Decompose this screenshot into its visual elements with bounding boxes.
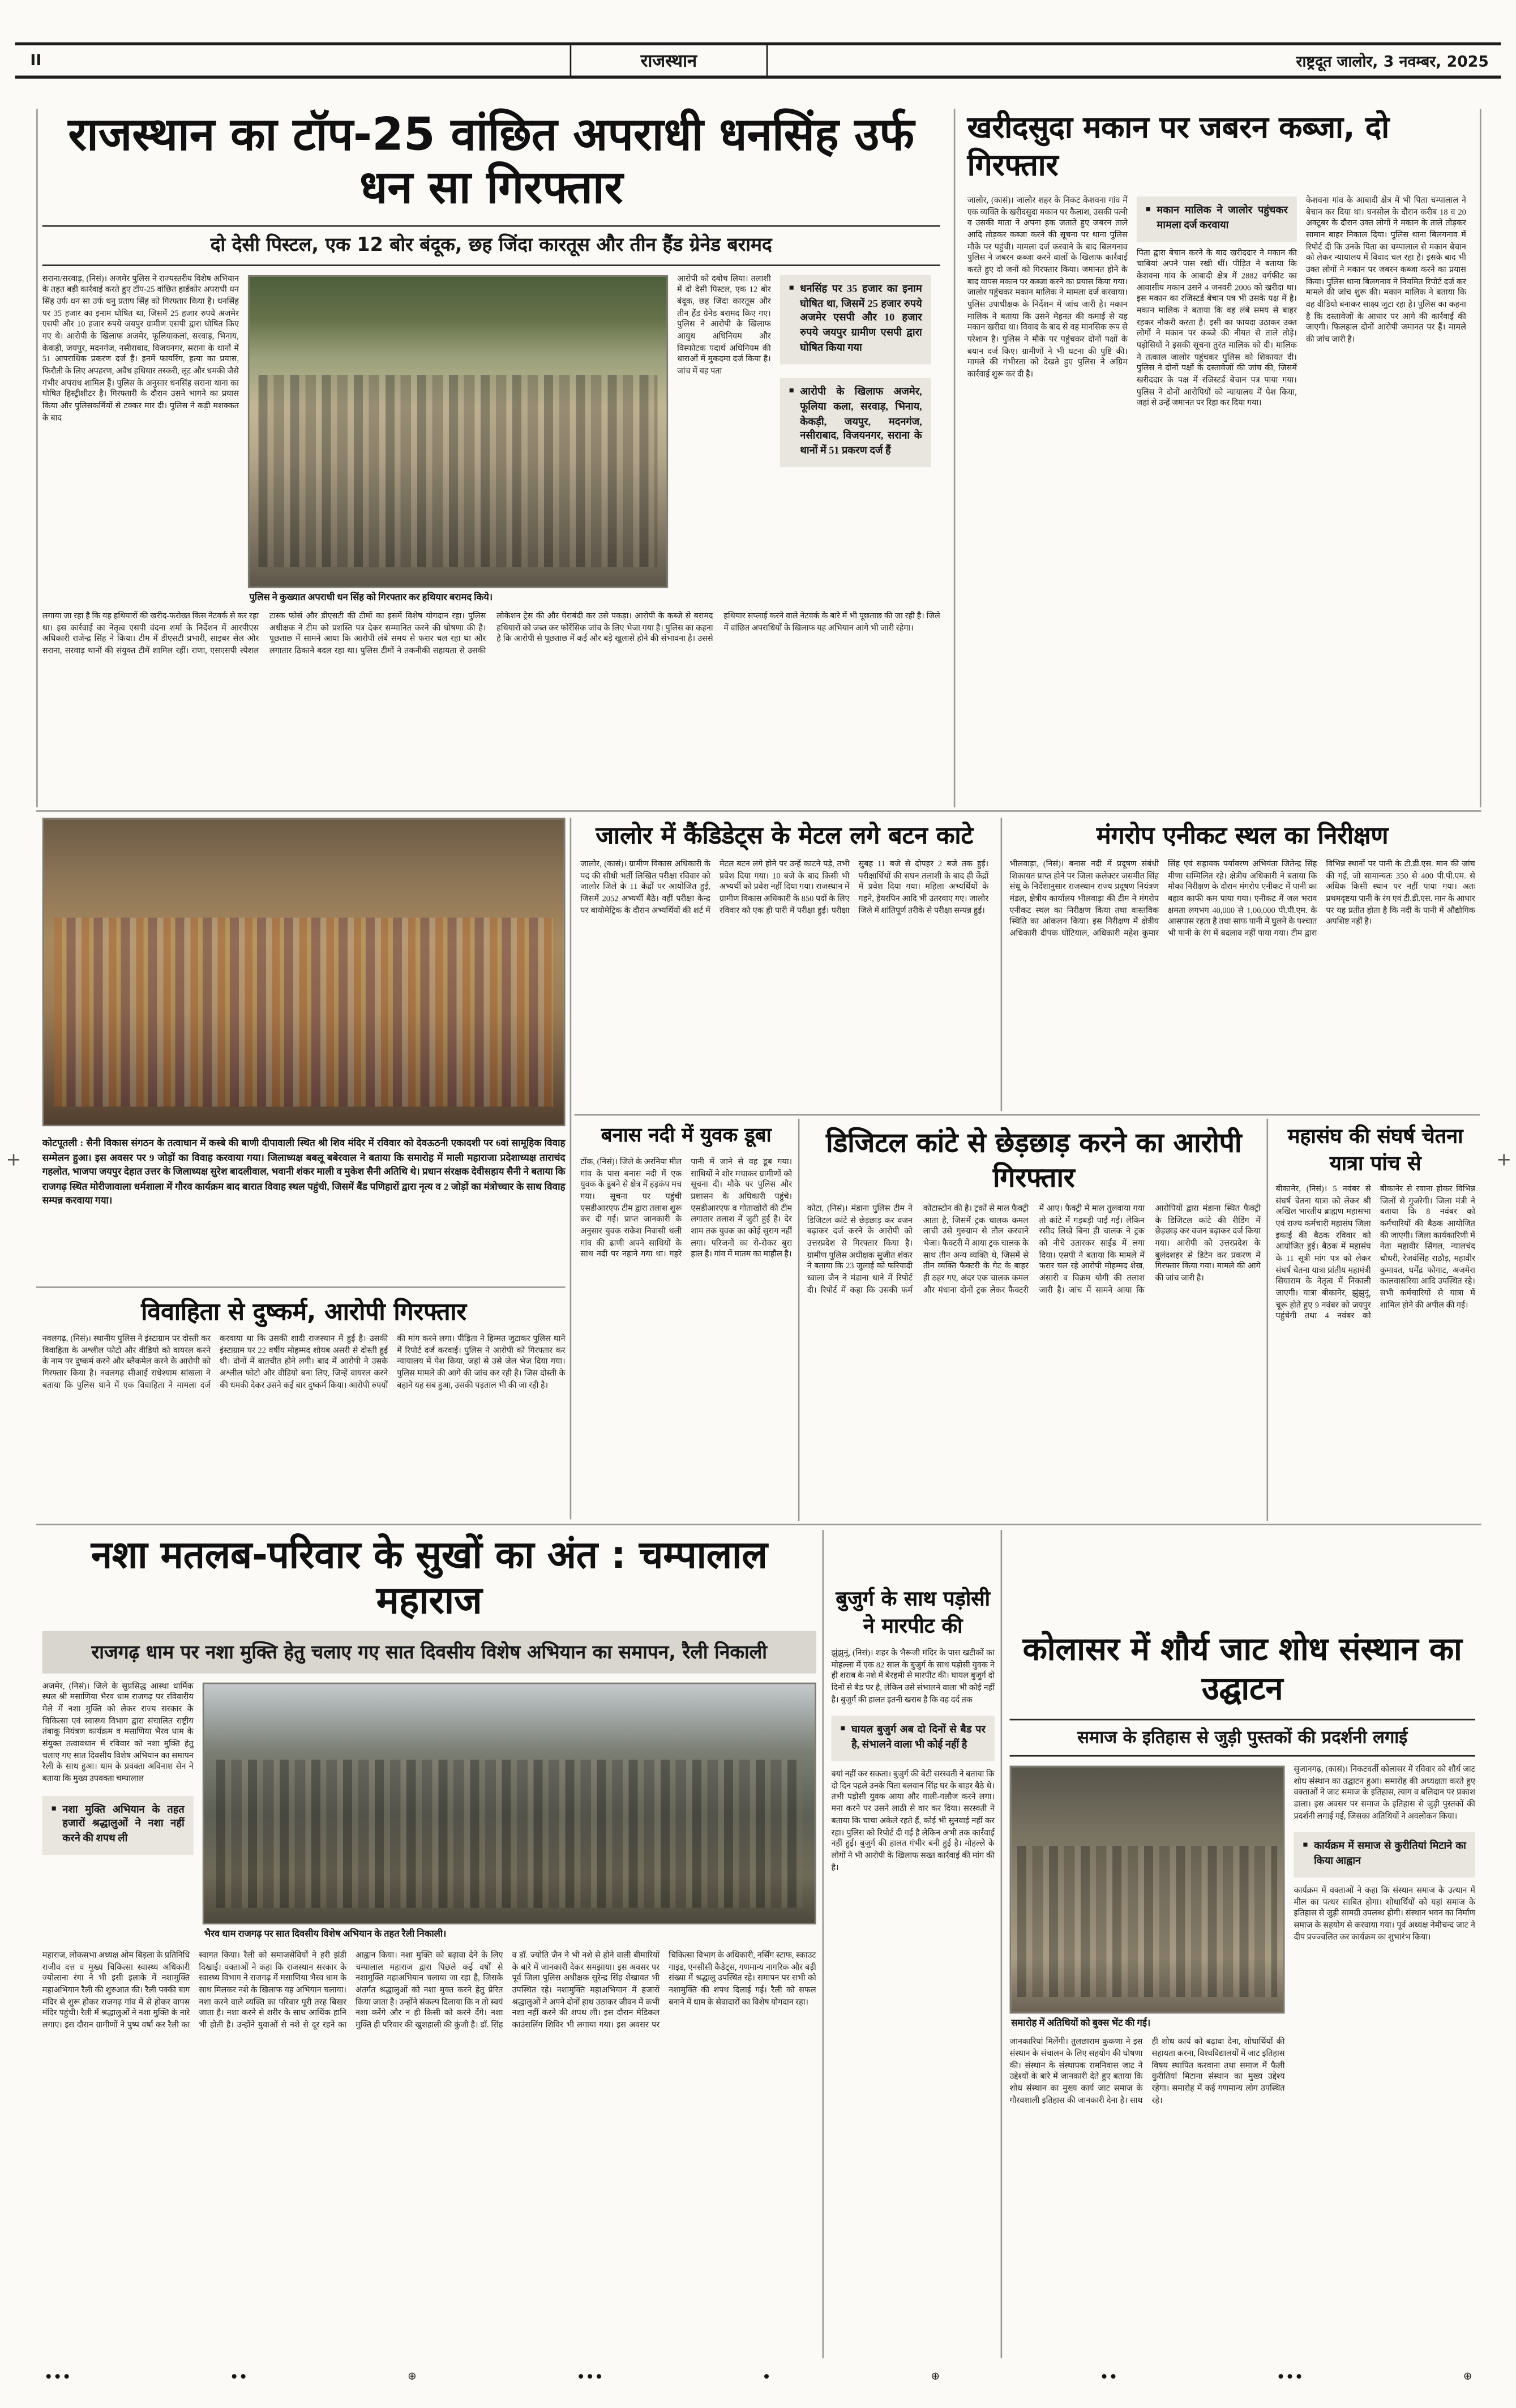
divider: [570, 818, 572, 1519]
body-column: कार्यक्रम में वक्ताओं ने कहा कि संस्थान समाज के उत्थान में मील का पत्थर साबित होगा। शोधार्थियों को यहां समाज के इतिहास से जुड़ी सामग्री उपलब्ध होगी। संस्थान भवन का निर्माण समाज के सहयोग से करवाया गया। पूर्व अध्यक्ष नेमीचन्द जाट ने दीप प्रज्ज्वलित कर कार्यक्रम का शुभारंभ किया।: [1294, 1887, 1475, 1943]
box-text: मकान मालिक ने जालोर पहुंचकर मामला दर्ज करवाया: [1157, 206, 1288, 232]
article-kolasar-institute: [1010, 1629, 1475, 2311]
subheadline: राजगढ़ धाम पर नशा मुक्ति हेतु चलाए गए सात दिवसीय विशेष अभियान का समापन, रैली निकाली: [42, 1631, 816, 1673]
box-text: धनसिंह पर 35 हजार का इनाम घोषित था, जिसमें 25 हजार रुपये अजमेर एसपी और 10 हजार रुपये जयपुर ग्रामीण एसपी द्वारा घोषित किया गया: [800, 284, 922, 354]
article-top25-criminal: [42, 109, 940, 739]
press-mark: ● ●: [1100, 2370, 1117, 2383]
divider: [954, 109, 956, 807]
article-elderly-beaten: [832, 1588, 995, 1875]
box-text: नशा मुक्ति अभियान के तहत हजारों श्रद्धालुओं ने नशा नहीं करने की शपथ ली: [62, 1804, 185, 1845]
wedding-photo: [42, 818, 566, 1126]
lead-column: [42, 1682, 194, 1855]
headline: जालोर में कैंडिडेट्स के मेटल लगे बटन काटे: [596, 820, 974, 850]
rally-photo-figure: [203, 1682, 816, 1941]
press-mark: ● ● ●: [45, 2370, 70, 2383]
box-text: आरोपी के खिलाफ अजमेर, फूलिया कला, सरवाड़, भिनाय, केकड़ी, जयपुर, मदनगंज, नसीराबाद, विजयनगर, सराना के थानों में 51 प्रकरण दर्ज हैं: [800, 387, 922, 457]
headline: राजस्थान का टॉप-25 वांछित अपराधी धनसिंह उर्फ धन सा गिरफ्तार: [68, 109, 915, 216]
oath-info-box: [42, 1795, 194, 1855]
divider: [575, 1114, 1480, 1116]
body-column-with-box: [1137, 196, 1297, 411]
box-bullet-icon: ■: [789, 387, 794, 396]
body-column: झुंझुनूं, (निसं)। शहर के भैरूजी मंदिर के पास खटीकों का मोहल्ला में एक 82 साल के बुजुर्ग के साथ पड़ोसी युवक ने ही शराब के नशे में बेरहमी से मारपीट की। घायल बुजुर्ग दो दिनों से बैड पर है, लेकिन उसे संभालने वाला भी कोई नहीं है। बुजुर्ग की हालत इतनी खराब है कि वह दर्द तक: [831, 1649, 995, 1705]
page-number: II: [30, 52, 42, 69]
body-columns: बीकानेर, (निसं)। 5 नवंबर से संघर्ष चेतना यात्रा को लेकर श्री अखिल भारतीय ब्राह्मण महासभा एवं राज्य कर्मचारी महासंघ जिला इकाई की बैठक रविवार को आयोजित हुई। बैठक में महासंघ के 11 सूत्री मांग पत्र को लेकर संघर्ष चेतना यात्रा प्रांतीय महामंत्री सियाराम के नेतृत्व में निकाली जाएगी। यात्रा बीकानेर, झुंझुनूं, चूरू होते हुए 9 नवंबर को जयपुर पहुंचेगी तथा 4 नवंबर को बीकानेर से रवाना होकर विभिन्न जिलों से गुजरेगी। जिला मंत्री ने बताया कि 8 नवंबर को कर्मचारियों की बैठक आयोजित की जाएगी। जिला कार्यकारिणी में नेता महावीर सिंगल, न्यालचंद चौधरी, रेजवंसिंह राठौड़, महावीर कुमावत, धर्मेंद्र फोगाट, अजमेरा कालवासरिया आदि उपस्थित रहे। सभी कर्मचारियों से यात्रा में शामिल होने की अपील की गई।: [1275, 1185, 1475, 1322]
headline: बनास नदी में युवक डूबा: [601, 1124, 772, 1148]
divider: [36, 1524, 1481, 1525]
photo-figures-texture: [1017, 1846, 1278, 1998]
appeal-info-box: [1294, 1833, 1475, 1877]
headline: डिजिटल कांटे से छेड़छाड़ करने का आरोपी गिरफ्तार: [826, 1127, 1242, 1194]
box-text: घायल बुजुर्ग अब दो दिनों से बैड पर है, संभालने वाला भी कोई नहीं है: [851, 1725, 986, 1751]
box-bullet-icon: ■: [1145, 206, 1151, 215]
box-bullet-icon: ■: [840, 1725, 846, 1735]
article-youth-drowned: [580, 1124, 792, 1487]
body-column: आरोपी को दबोच लिया। तलाशी में दो देसी पिस्टल, एक 12 बोर बंदूक, छह जिंदा कारतूस और तीन हैंड ग्रेनेड बरामद किए गए। पुलिस ने आरोपी के खिलाफ आयुध अधिनियम और विस्फोटक पदार्थ अधिनियम की धाराओं में मुकदमा दर्ज किया है। जांच में यह पता: [677, 275, 771, 377]
body-columns: टोंक, (निसं)। जिले के अरनिया मील गांव के पास बनास नदी में एक युवक के डूबने से क्षेत्र में हड़कंप मच गया। सूचना पर पहुंची एसडीआरएफ टीम द्वारा तलाश शुरू कर दी गई। प्राप्त जानकारी के अनुसार युवक राकेश निवासी थली गांव की ढाणी अपने साथियों के साथ नदी पर नहाने गया था। गहरे पानी में जाने से वह डूब गया। साथियों ने शोर मचाकर ग्रामीणों को सूचना दी। मौके पर पुलिस और प्रशासन के अधिकारी पहुंचे। एसडीआरएफ व गोताखोरों की टीम लगातार तलाश में जुटी हुई है। देर शाम तक युवक का कोई सुराग नहीं लगा। परिजनों का रो-रोकर बुरा हाल है। गांव में मातम का माहौल है।: [580, 1157, 793, 1260]
photo-figures-texture: [216, 1760, 803, 1908]
headline: खरीदसुदा मकान पर जबरन कब्जा, दो गिरफ्तार: [967, 109, 1390, 183]
headline: मंगरोप एनीकट स्थल का निरीक्षण: [1097, 820, 1389, 850]
subheadline: समाज के इतिहास से जुड़ी पुस्तकों की प्रदर्शनी लगाई: [1010, 1718, 1475, 1756]
books-photo: [1010, 1766, 1285, 2014]
photo-and-body: [1010, 1766, 1285, 2311]
article-nasha-mukti: [42, 1533, 816, 2308]
body-columns: भीलवाड़ा, (निसं)। बनास नदी में प्रदूषण संबंधी शिकायत प्राप्त होने पर जिला कलेक्टर जसमीत सिंह संधू के निर्देशानुसार राजस्थान राज्य प्रदूषण नियंत्रण मंडल, क्षेत्रीय कार्यालय भीलवाड़ा की टीम ने मंगरोप एनीकट स्थल का निरीक्षण किया तथा वास्तविक स्थिति का आंकलन किया। इस निरीक्षण में क्षेत्रीय अधिकारी दीपक घोंटियाल, अधिकारी महेश कुमार सिंह एवं सहायक पर्यावरण अभियंता जितेन्द्र सिंह मीणा सम्मिलित रहे। क्षेत्रीय अधिकारी ने बताया कि मौका निरीक्षण के दौरान मंगरोप एनीकट में पानी का बहाव काफी कम पाया गया। एनीकट में जल भराव क्षमता लगभग 40,000 से 1,00,000 पी.पी.एम. के आसपास रहता है तथा साफ पानी में घुलने के पश्चात भी पानी के रंग में बदलाव नहीं पाया गया। टीम द्वारा विभिन्न स्थानों पर पानी के टी.डी.एस. मान की जांच की गई, जो सामान्यतः 350 से 400 पी.पी.एम. से अधिक किसी स्थान पर नहीं पाया गया। अतः प्रथमदृष्टया पानी के रंग एवं टी.डी.एस. मान के आधार पर यह प्रतीत होता है कि नदी के पानी में औद्योगिक अपशिष्ट नहीं है।: [1009, 860, 1475, 939]
divider: [1480, 109, 1481, 807]
divider: [36, 1286, 566, 1288]
body-columns: जानकारियां मिलेंगी। तुलछाराम कुकणा ने इस संस्थान के संचालन के लिए सहयोग की घोषणा की। संस्थान के संस्थापक रामनिवास जाट ने उद्देश्यों के बारे में जानकारी देते हुए बताया कि शोध संस्थान का मुख्य कार्य जाट समाज के गौरवशाली इतिहास की जानकारी देना है। साथ ही शोध कार्य को बढ़ावा देना, शोधार्थियों की सहायता करना, विश्वविद्यालयों में जाट इतिहास विषय स्थापित करवाना तथा समाज में फैली कुरीतियां मिटाना संस्थान का मुख्य उद्देश्य रहेगा। समारोह में कई गणमान्य लोग उपस्थित रहे।: [1009, 2038, 1285, 2106]
body-column: केशवना गांव के आबादी क्षेत्र में भी पिता चम्पालाल ने बेचान कर दिया था। घनसोल के दौरान करीब 18 व 20 अक्टूबर के दौरान उक्त लोगों ने मकान के ताले तोड़कर सामान बाहर निकाल दिया। पुलिस थाना बिलगनाव में रिपोर्ट दी कि उनके पिता का चम्पालाल से मकान बेचान को लेकर न्यायालय में विवाद चल रहा है। इसके बाद भी उक्त लोगों ने मकान पर जबरन कब्जा करने का प्रयास किया। पुलिस थाना बिलगनाव ने नियमित रिपोर्ट दर्ज कर मामले की जांच शुरू की। मकान मालिक ने बताया कि वह वीडियो बनाकर साक्ष्य जुटा रहा है। पुलिस का कहना है कि दस्तावेजों के आधार पर आगे की कार्रवाई की जाएगी। फिलहाल दोनों आरोपी जमानत पर हैं। मामले की जांच जारी है।: [1305, 196, 1466, 345]
crop-mark-right: +: [1496, 1149, 1512, 1170]
divider: [822, 1530, 824, 2358]
press-mark: ●: [763, 2370, 770, 2383]
rally-photo: [203, 1682, 816, 1923]
crop-mark-left: +: [6, 1149, 22, 1170]
cases-info-box: [780, 378, 931, 467]
side-column: [1294, 1766, 1475, 1945]
divider: [36, 810, 1481, 812]
section-title: राजस्थान: [569, 45, 768, 76]
owner-report-box: [1137, 196, 1297, 241]
body-columns: जालोर, (कासं)। ग्रामीण विकास अधिकारी के पद की सीधी भर्ती लिखित परीक्षा रविवार को जालोर जिले के 11 केंद्रों पर आयोजित हुई, जिसमें 2052 अभ्यर्थी बैठे। वहीं परीक्षा केन्द्र पर बायोमेट्रिक के दौरान अभ्यर्थियों की शर्ट में मेटल बटन लगे होने पर उन्हें काटने पड़े, तभी प्रवेश दिया गया। 10 बजे के बाद किसी भी अभ्यर्थी को प्रवेश नहीं दिया गया। राजस्थान में ग्रामीण विकास अधिकारी के 850 पदों के लिए रविवार को एक ही पारी में परीक्षा हुई। परीक्षा सुबह 11 बजे से दोपहर 2 बजे तक हुई। परीक्षार्थियों की सघन तलाशी के बाद ही केंद्रों में प्रवेश दिया गया। महिला अभ्यर्थियों के गहने, हेयरपिन आदि भी उतरवाए गए। जालोर जिले में शांतिपूर्ण तरीके से परीक्षा सम्पन्न हुई।: [580, 860, 989, 916]
body-column: बयां नहीं कर सकता। बुजुर्ग की बेटी सरस्वती ने बताया कि दो दिन पहले उनके पिता बलवान सिंह घर के बाहर बैठे थे। तभी पड़ोसी युवक आया और गाली-गलौज करने लगा। मना करने पर उसने लाठी से वार कर दिया। सरस्वती ने बताया कि चाचा अकेले रहते हैं, कोई भी सुनवाई नहीं कर रहा। पुलिस को रिपोर्ट दी गई है लेकिन अभी तक कार्रवाई नहीं हुई। बुजुर्ग की हालत गंभीर बनी हुई है। मोहल्ले के लोगों ने भी आरोपी के खिलाफ सख्त कार्रवाई की मांग की है।: [831, 1770, 995, 1872]
press-mark: ● ● ●: [1277, 2370, 1303, 2383]
injured-elder-box: [832, 1717, 995, 1761]
highlight-box-column: [780, 275, 931, 467]
photo-figures-texture: [258, 375, 658, 567]
registration-mark-icon: ⊕: [408, 2370, 417, 2383]
subheadline: दो देसी पिस्टल, एक 12 बोर बंदूक, छह जिंदा कारतूस और तीन हैंड ग्रेनेड बरामद: [42, 225, 940, 266]
body-column: पिता द्वारा बेचान करने के बाद खरीददार ने मकान की चाबियां अपने पास रखी थीं। पीड़ित ने बताया कि केशवना गांव के आबादी क्षेत्र में 2882 वर्गफीट का आवासीय मकान उसने 4 जनवरी 2006 को खरीदा था। इस मकान का रजिस्टर्ड बेचान पत्र भी उसके पक्ष में है। मकान मालिक ने बताया कि वह लंबे समय से बाहर रहकर नौकरी करता है। इसी का फायदा उठाकर उक्त लोगों ने मकान पर कब्जे की नीयत से ताले तोड़े। पड़ोसियों ने इसकी सूचना तुरंत मालिक को दी। मालिक ने तत्काल जालोर पहुंचकर पुलिस को शिकायत दी। पुलिस ने दोनों पक्षों के दस्तावेजों की जांच की, जिसमें खरीददार के पक्ष में रजिस्टर्ड बेचान पत्र पाया गया। पुलिस ने दोनों आरोपियों को न्यायालय में पेश किया, जहां से उन्हें जमानत पर रिहा कर दिया गया।: [1136, 249, 1297, 409]
article-anicut-inspection: [1010, 821, 1475, 1099]
press-mark: ● ● ●: [577, 2370, 602, 2383]
headline: कोलासर में शौर्य जाट शोध संस्थान का उद्घाटन: [1022, 1631, 1462, 1708]
body-column: सुजानगढ़, (कासं)। निकटवर्ती कोलासर में रविवार को शौर्य जाट शोध संस्थान का उद्घाटन हुआ। समारोह की अध्यक्षता करते हुए वक्ताओं ने जाट समाज के इतिहास, त्याग व बलिदान पर प्रकाश डाला। इस अवसर पर समाज के इतिहास से जुड़ी पुस्तकों की प्रदर्शनी लगाई गई, जिसका अतिथियों ने अवलोकन किया।: [1294, 1765, 1475, 1821]
divider: [1266, 1119, 1268, 1521]
reward-info-box: [780, 275, 931, 364]
body-columns: कोटा, (निसं)। मंडाना पुलिस टीम ने डिजिटल कांटे से छेड़छाड़ कर वजन बढ़ाकर दर्ज करने के आरोपी को उत्तरप्रदेश से गिरफ्तार किया है। ग्रामीण पुलिस अधीक्षक सुजीत शंकर ने बताया कि 23 जुलाई को फरियादी ध्वाला जैन ने मंडाना थाने में रिपोर्ट दी। रिपोर्ट में कहा कि उसकी फर्म कोटास्टोन की है। ट्रकों से माल फैक्ट्री आता है, जिसमें ट्रक चालक कमल लाची उसे गुरुग्राम से तौल करवाने भेजा। फैक्टरी में आया ट्रक चालक के साथ तीन अन्य व्यक्ति थे, जिसमें से तीन व्यक्ति फैक्टरी के गेट के बाहर ही ठहर गए, अंदर एक चालक कमल और मंधाना दोनों ट्रक लेकर फैक्टरी में आए। फैक्ट्री में माल तुलवाया गया तो कांटे में गड़बड़ी पाई गई। लेकिन रसीद लिखे बिना ही चालक ने ट्रक को नीचे उतारकर साईड में लगा दिया। एसपी ने बताया कि मामले में फरार चल रहे आरोपी मोहम्मद शेख, अंसारी व विक्रम योगी की तलाश जारी है। जांच में सामने आया कि आरोपियों द्वारा मंडाना स्थित फैक्ट्री के डिजिटल कांटे की रीडिंग में छेड़छाड़ कर वजन बढ़ाकर दर्ज किया गया। आरोपी को उत्तरप्रदेश के बुलंदशहर से डिटेन कर प्रकरण में गिरफ्तार किया गया। मामले की आगे की जांच जारी है।: [807, 1204, 1261, 1295]
photo-caption: समारोह में अतिथियों को बुक्स भेंट की गई।: [1011, 2018, 1151, 2029]
box-text: कार्यक्रम में समाज से कुरीतियां मिटाने का किया आह्वान: [1314, 1842, 1466, 1868]
article-digital-scale: [807, 1128, 1261, 1504]
box-bullet-icon: ■: [51, 1804, 57, 1814]
article-metal-buttons: [580, 821, 988, 1075]
press-marks-row: [45, 2371, 1472, 2383]
photo-caption: भैरव धाम राजगढ़ पर सात दिवसीय विशेष अभियान के तहत रैली निकाली।: [204, 1928, 447, 1939]
body-column: जालोर, (कासं)। जालोर शहर के निकट केशवना गांव में एक व्यक्ति के खरीदसुदा मकान पर कैलाश, उसकी पत्नी व उसकी माता ने अपना हक जताते हुए जबरन ताले आदि तोड़कर कब्जा करने की सूचना पर थाना पुलिस मौके पर पहुंची। मामला दर्ज करवाने के बाद बिलगनाव पुलिस ने जबरन कब्जा करने वालों के खिलाफ कार्रवाई करते हुए दो जनों को गिरफ्तार किया। जमानत होने के बाद वापस मकान पर कब्जा करने का प्रयास किया गया। जालोर पहुंचकर मकान मालिक ने मामला दर्ज करवाया। पुलिस उपाधीक्षक के निर्देशन में जांच जारी है। मकान मालिक ने बताया कि उसने मेहनत की कमाई से यह मकान खरीदा था। विवाद के बाद से वह मानसिक रूप से परेशान है। पुलिस ने मौके पर पहुंचकर दोनों पक्षों के बयान दर्ज किए। ग्रामीणों ने भी घटना की पुष्टि की। मामले की गंभीरता को देखते हुए पुलिस ने अग्रिम कार्रवाई शुरू कर दी है।: [967, 196, 1128, 380]
headline: महासंघ की संघर्ष चेतना यात्रा पांच से: [1287, 1124, 1463, 1176]
divider: [1001, 1530, 1003, 2358]
divider: [36, 109, 38, 807]
article-house-occupation: [967, 109, 1475, 411]
box-bullet-icon: ■: [789, 284, 794, 293]
article-mahasangh-yatra: [1275, 1124, 1475, 1487]
body-column: अजमेर, (निसं)। जिले के सुप्रसिद्ध आस्था धार्मिक स्थल श्री मसाणिया भैरव धाम राजगढ़ पर रविवारीय मेले में नशा मुक्ति को लेकर राज्य सरकार के चिकित्सा एवं स्वास्थ्य विभाग द्वारा संचालित राष्ट्रीय तंबाकू नियंत्रण कार्यक्रम व मसाणिया भैरव धाम के संयुक्त तत्वावधान में रविवार को नशा मुक्ति हेतु चलाए गए सात दिवसीय विशेष अभियान का समापन रैली के साथ हुआ। धाम के प्रवक्ता अविनाश सेन ने बताया कि मुख्य उपवक्ता चम्पालाल: [42, 1682, 194, 1784]
body-column: सराना/सरवाड़, (निसं)। अजमेर पुलिस ने राज्यस्तरीय विशेष अभियान के तहत बड़ी कार्रवाई करते हुए टॉप-25 वांछित हार्डकोर अपराधी धन सिंह उर्फ धन सा उर्फ धनु प्रताप सिंह को गिरफ्तार किया है। धनसिंह पर 35 हजार का इनाम घोषित था, जिसमें 25 हजार रुपये अजमेर एसपी और 10 हजार रुपये जयपुर ग्रामीण एसपी द्वारा घोषित किए गए थे। आरोपी के खिलाफ अजमेर, फूलियाकलां, सरवाड़, भिनाय, केकड़ी, जयपुर, मदनगंज, नसीराबाद, विजयनगर, सराना के थानों में 51 आपराधिक प्रकरण दर्ज हैं। इनमें फायरिंग, हत्या का प्रयास, फिरौती के लिए अपहरण, अवैध हथियार तस्करी, लूट और धमकी जैसे गंभीर अपराध शामिल हैं। पुलिस के अनुसार धनसिंह सराना थाना का घोषित हिस्ट्रीशीटर है। गिरफ्तारी के दौरान उसने भागने का प्रयास किया और पुलिसकर्मियों से टक्कर मार दी। पुलिस ने कड़ी मशक्कत के बाद: [42, 275, 239, 423]
headline: विवाहिता से दुष्कर्म, आरोपी गिरफ्तार: [141, 1297, 467, 1326]
photo-figures-texture: [54, 917, 554, 1106]
arrest-photo-figure: [248, 275, 668, 605]
edition-date: राष्ट्रदूत जालोर, 3 नवम्बर, 2025: [1296, 54, 1489, 71]
registration-mark-icon: ⊕: [931, 2370, 940, 2383]
body-continued: महाराज, लोकसभा अध्यक्ष ओम बिड़ला के प्रतिनिधि राजीव दत्त व मुख्य चिकित्सा स्वास्थ्य अधिकारी ज्योत्सना रंगा ने भी इसी इलाके में नशामुक्ति महाअभियान रैली की शुरुआत की। रैली पक्की बाग मंदिर से शुरू होकर राजगढ़ गांव में से होकर वापस मंदिर पहुंची। रैली में श्रद्धालुओं ने नशा मुक्ति के नारे लगाए। इस दौरान ग्रामीणों ने पुष्प वर्षा कर रैली का स्वागत किया। रैली को समाजसेवियों ने हरी झंडी दिखाई। वक्ताओं ने कहा कि राजस्थान सरकार के स्वास्थ्य विभाग ने राजगढ़ में मसाणिया भैरव धाम के साथ मिलकर नशे के खिलाफ यह अभियान चलाया। नशा करने वाले व्यक्ति का परिवार पूरी तरह बिखर जाता है। नशा करने से शरीर के साथ आर्थिक हानि भी होती है। उन्होंने युवाओं से नशे से दूर रहने का आह्वान किया। नशा मुक्ति को बढ़ावा देने के लिए चम्पालाल महाराज द्वारा पिछले कई वर्षों से नशामुक्ति महाअभियान चलाया जा रहा है, जिसके अंतर्गत श्रद्धालुओं को नशा मुक्त करने हेतु प्रेरित किया जाता है। उन्होंने संकल्प दिलाया कि न तो स्वयं नशा करेंगे और न ही किसी को करने देंगे। नशा मुक्ति ही परिवार की खुशहाली की कुंजी है। डॉ. सिंह व डॉ. ज्योति जैन ने भी नशे से होने वाली बीमारियों के बारे में जानकारी देकर समझाया। इस अवसर पर पूर्व जिला पुलिस अधीक्षक सुरेन्द्र सिंह शेखावत भी उपस्थित रहे। नशामुक्ति महाअभियान में हजारों श्रद्धालुओं ने अपने दोनों हाथ उठाकर जीवन में कभी नशा नहीं करने की शपथ ली। इस दौरान मेडिकल काउंसलिंग शिविर भी लगाया गया। इस अवसर पर चिकित्सा विभाग के अधिकारी, नर्सिंग स्टाफ, स्काउट गाइड, एनसीसी कैडेट्स, गणमान्य नागरिक और बड़ी संख्या में श्रद्धालु उपस्थित रहे। समापन पर सभी को नशामुक्ति की शपथ दिलाई गई। रैली को सफल बनाने में धाम के सेवादारों का विशेष योगदान रहा।: [42, 1951, 816, 2030]
headline: बुजुर्ग के साथ पड़ोसी ने मारपीट की: [836, 1587, 990, 1639]
press-mark: ● ●: [231, 2370, 247, 2383]
divider: [1001, 818, 1003, 1111]
box-bullet-icon: ■: [1303, 1842, 1308, 1851]
masthead: [15, 42, 1501, 79]
wedding-photo-figure: [42, 818, 566, 1126]
photo-caption: पुलिस ने कुख्यात अपराधी धन सिंह को गिरफ्तार कर हथियार बरामद किये।: [249, 592, 493, 603]
books-photo-figure: [1010, 1766, 1285, 2031]
divider: [798, 1119, 800, 1521]
body-continued: लगाया जा रहा है कि यह हथियारों की खरीद-फरोख्त किस नेटवर्क से कर रहा था। इस कार्रवाई का नेतृत्व एसपी वंदना शर्मा के निर्देशन में आरपीएस अधिकारी राजेन्द्र सिंह ने किया। टीम में डीएसटी प्रभारी, साइबर सेल और सराना, सरवाड़ थानों की संयुक्त टीमें शामिल रहीं। राणा, एसएसपी स्पेशल टास्क फोर्स और डीएसटी की टीमों का इसमें विशेष योगदान रहा। पुलिस अधीक्षक ने टीम को प्रशस्ति पत्र देकर सम्मानित करने की घोषणा की है। पूछताछ में सामने आया कि आरोपी लंबे समय से फरार चल रहा था और लगातार ठिकाने बदल रहा था। पुलिस टीमों ने तकनीकी सहायता से उसकी लोकेशन ट्रेस की और घेराबंदी कर उसे पकड़ा। आरोपी के कब्जे से बरामद हथियारों को जब्त कर फोरेंसिक जांच के लिए भेजा गया है। पुलिस का कहना है कि आरोपी से पूछताछ में कई और बड़े खुलासे होने की संभावना है। उससे हथियार सप्लाई करने वाले नेटवर्क के बारे में भी पूछताछ की जा रही है। जिले में वांछित अपराधियों के खिलाफ यह अभियान आगे भी जारी रहेगा।: [42, 612, 940, 656]
body-columns: नवलगढ़, (निसं)। स्थानीय पुलिस ने इंस्टाग्राम पर दोस्ती कर विवाहिता के अश्लील फोटो और वीडियो को वायरल करने के नाम पर दुष्कर्म करने और ब्लैकमेल करने के आरोपी को गिरफ्तार किया है। नवलगढ़ सीआई राधेश्याम सांखला ने बताया कि पुलिस थाने में एक विवाहिता ने मामला दर्ज करवाया था कि उसकी शादी राजस्थान में हुई है। उसकी इंस्टाग्राम पर 22 वर्षीय मोहम्मद शोयब असरी से दोस्ती हुई थी। दोनों में बातचीत होने लगी। बाद में आरोपी ने उसके अश्लील फोटो और वीडियो बना लिए, जिन्हें वायरल करने की धमकी देकर उसने कई बार दुष्कर्म किया। आरोपी रुपयों की मांग करने लगा। पीड़िता ने हिम्मत जुटाकर पुलिस थाने में रिपोर्ट दर्ज करवाई। पुलिस ने आरोपी को गिरफ्तार कर न्यायालय में पेश किया, जहां से उसे जेल भेज दिया गया। पुलिस मामले की आगे की जांच कर रही है। जिस दोस्ती के बहाने यह सब हुआ, उसकी पड़ताल भी की जा रही है।: [42, 1335, 566, 1391]
headline: नशा मतलब-परिवार के सुखों का अंत : चम्पालाल महाराज: [91, 1533, 768, 1622]
registration-mark-icon: ⊕: [1463, 2370, 1472, 2383]
arrest-photo: [248, 275, 668, 588]
wedding-caption: कोटपूतली : सैनी विकास संगठन के तत्वाधान में कस्बे की बाणी दीपावाली स्थित श्री शिव मंदिर में रविवार को देवऊठनी एकादशी पर 6वां सामूहिक विवाह सम्मेलन हुआ। इस अवसर पर 9 जोड़ों का विवाह करवाया गया। जिलाध्यक्ष बबलू बबेरवाल ने बताया कि समारोह में माली महाराजा प्रदेशाध्यक्ष ताराचंद गहलोत, भाजपा जयपुर देहात उत्तर के जिलाध्यक्ष सुरेश बादलीवाल, भवानी शंकर माली व मुकेश सैनी अतिथि थे। प्रधान संरक्षक देवीसहाय सैनी ने बताया कि राजगढ़ स्थित मोरीजावाला धर्मशाला में गौरव कार्यक्रम बाद बारात विवाह स्थल पहुंची, जिसमें बैंड पणिहारों द्वारा नृत्य व 2 जोड़ों का मंत्रोच्चार के साथ विवाह सम्पन्न करवाया गया।: [42, 1138, 566, 1207]
article-vivahita-case: [42, 1297, 566, 1513]
